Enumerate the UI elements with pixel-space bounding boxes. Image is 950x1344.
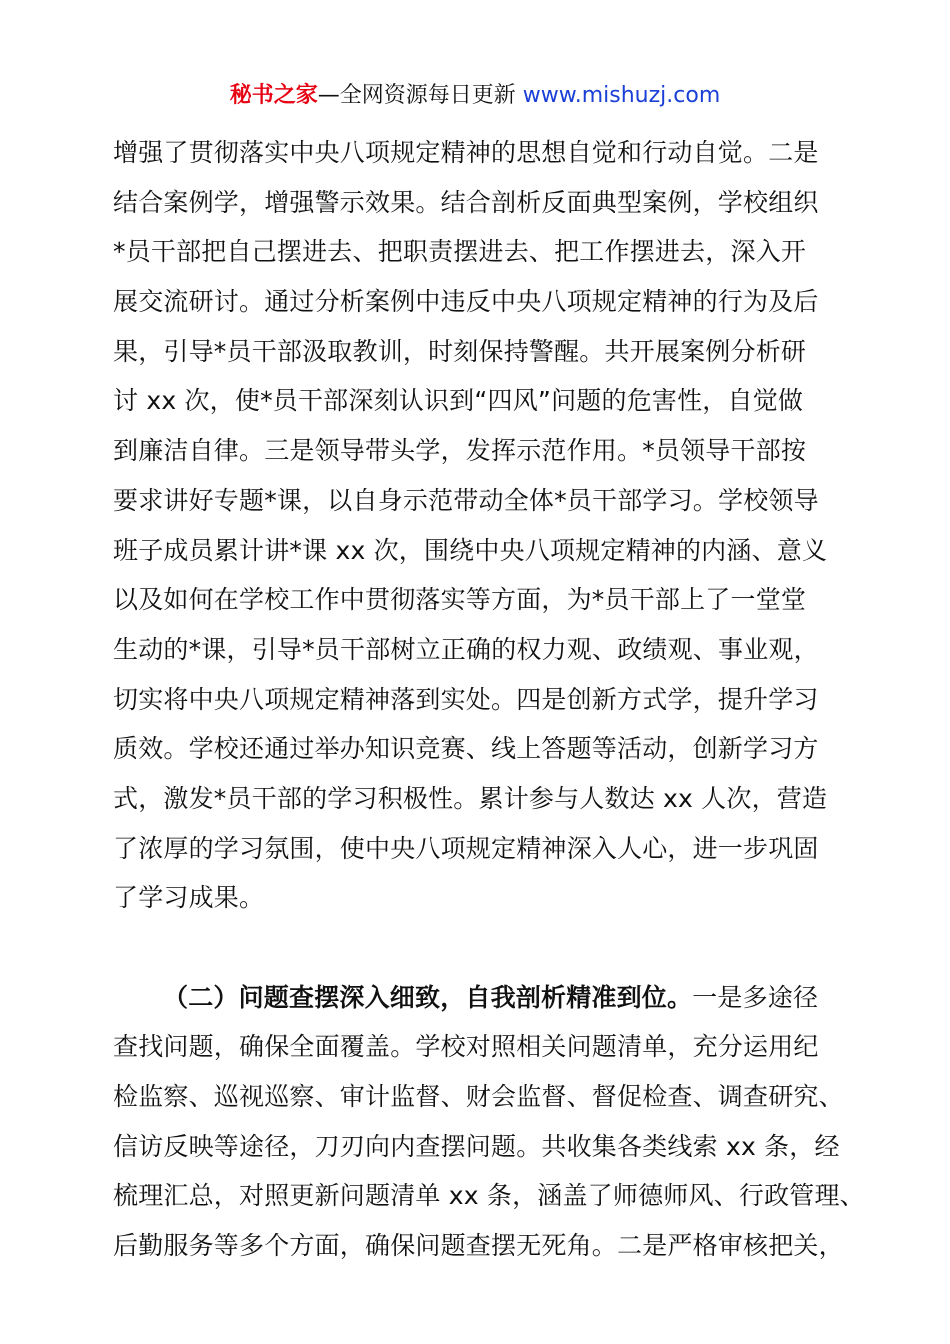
section-heading: （二）问题查摆深入细致，自我剖析精准到位。	[163, 982, 693, 1012]
text-line: 要求讲好专题*课，以自身示范带动全体*员干部学习。学校领导	[113, 485, 819, 515]
text-line: *员干部把自己摆进去、把职责摆进去、把工作摆进去，深入开	[113, 237, 807, 267]
text-line: 后勤服务等多个方面，确保问题查摆无死角。二是严格审核把关，	[113, 1231, 844, 1261]
text-line: 信访反映等途径，刀刃向内查摆问题。共收集各类线索 xx 条，经	[113, 1131, 840, 1161]
document-body	[113, 128, 865, 1271]
brand-name: 秘书之家	[229, 83, 318, 108]
text-line: 展交流研讨。通过分析案例中违反中央八项规定精神的行为及后	[113, 287, 819, 317]
text-line: 查找问题，确保全面覆盖。学校对照相关问题清单，充分运用纪	[113, 1032, 819, 1062]
website-link[interactable]: www.mishuzj.com	[522, 83, 721, 108]
heading-line-rest: 一是多途径	[692, 982, 819, 1012]
text-line: 果，引导*员干部汲取教训，时刻保持警醒。共开展案例分析研	[113, 336, 807, 366]
text-line: 班子成员累计讲*课 xx 次，围绕中央八项规定精神的内涵、意义	[113, 535, 828, 565]
text-line: 式，激发*员干部的学习积极性。累计参与人数达 xx 人次，营造	[113, 783, 828, 813]
text-line: 质效。学校还通过举办知识竞赛、线上答题等活动，创新学习方	[113, 734, 819, 764]
text-line: 结合案例学，增强警示效果。结合剖析反面典型案例，学校组织	[113, 187, 819, 217]
text-line: 生动的*课，引导*员干部树立正确的权力观、政绩观、事业观，	[113, 634, 819, 664]
paragraph-spacer	[113, 923, 838, 973]
paragraph-one	[113, 128, 838, 923]
text-line: 了学习成果。	[113, 883, 265, 913]
text-line: 了浓厚的学习氛围，使中央八项规定精神深入人心，进一步巩固	[113, 833, 819, 863]
text-line: 检监察、巡视巡察、审计监督、财会监督、督促检查、调查研究、	[113, 1082, 844, 1112]
paragraph-two	[113, 973, 865, 1271]
header-tagline: —全网资源每日更新	[317, 83, 523, 108]
text-line: 以及如何在学校工作中贯彻落实等方面，为*员干部上了一堂堂	[113, 585, 807, 615]
text-line: 梳理汇总，对照更新问题清单 xx 条，涵盖了师德师风、行政管理、	[113, 1181, 865, 1211]
text-line: 到廉洁自律。三是领导带头学，发挥示范作用。*员领导干部按	[113, 436, 807, 466]
text-line: 切实将中央八项规定精神落到实处。四是创新方式学，提升学习	[113, 684, 819, 714]
page-header	[0, 80, 950, 112]
text-line	[113, 973, 838, 1023]
text-line: 增强了贯彻落实中央八项规定精神的思想自觉和行动自觉。二是	[113, 138, 819, 167]
text-line: 讨 xx 次，使*员干部深刻认识到“四风”问题的危害性，自觉做	[113, 386, 804, 416]
